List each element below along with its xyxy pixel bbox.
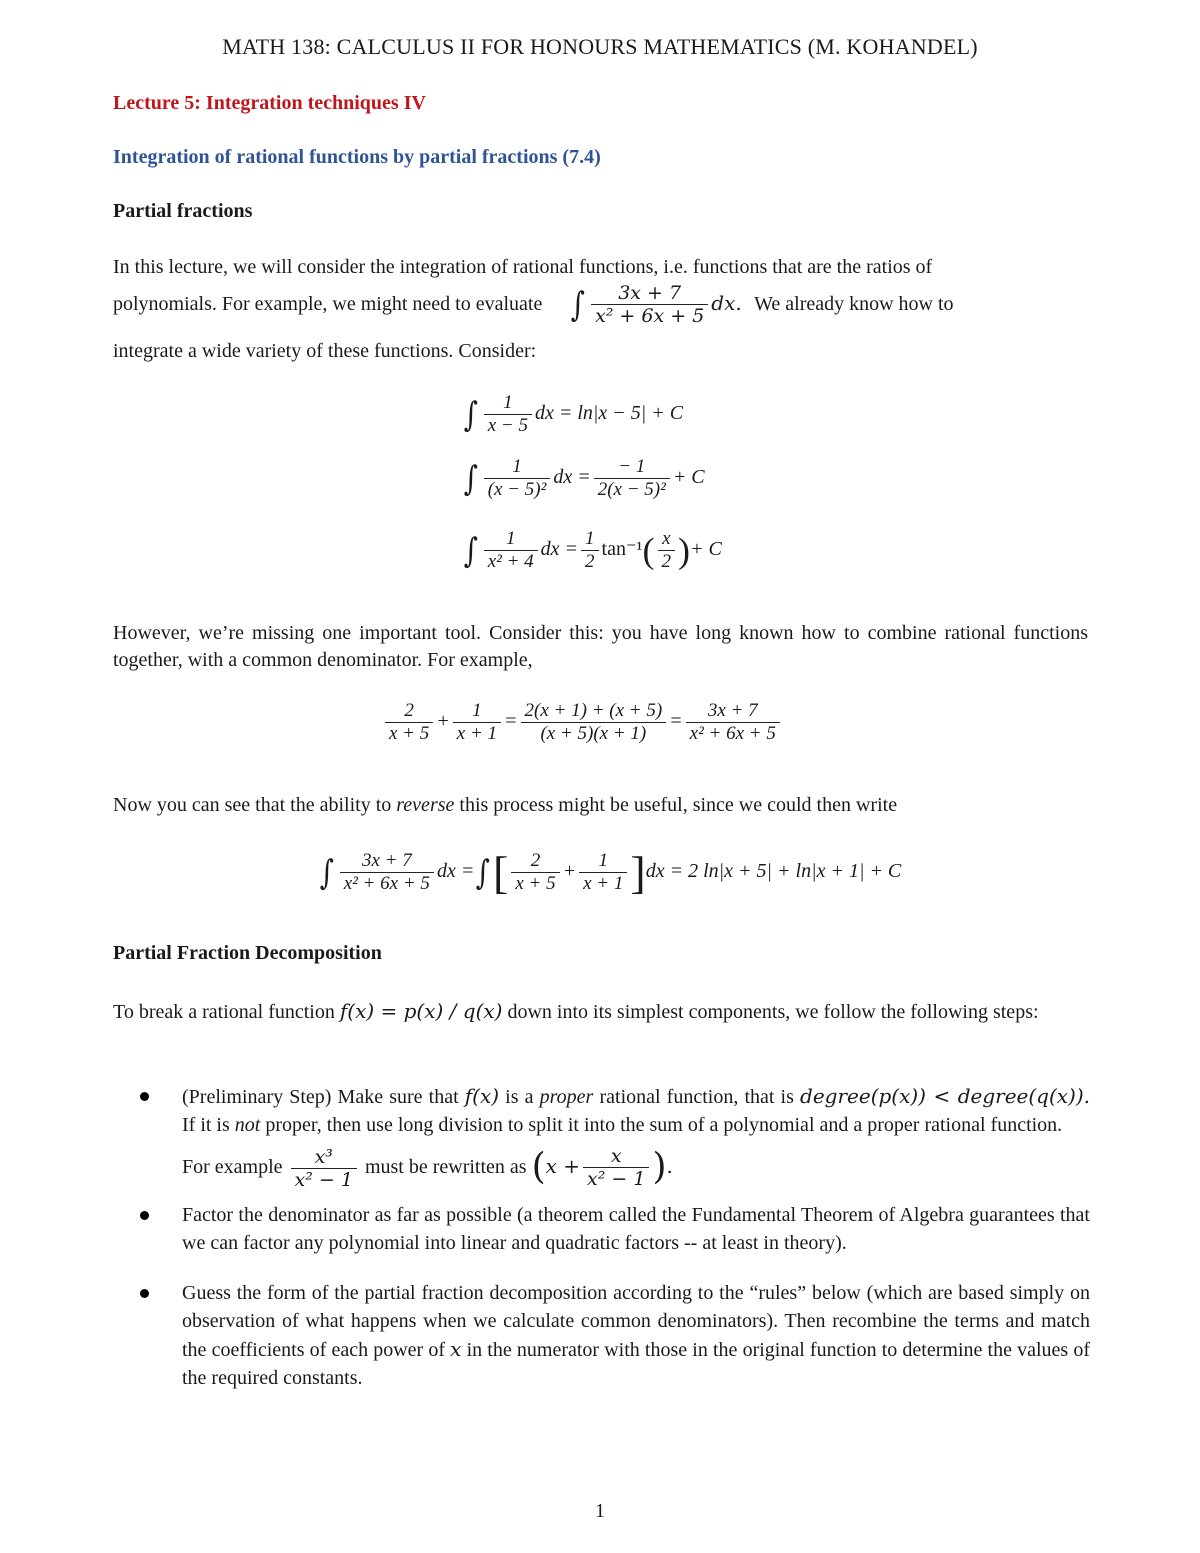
bullet-dot <box>140 1092 149 1101</box>
intro-line-1: In this lecture, we will consider the integration of rational functions, i.e. functions that are the ratios of <box>113 256 933 278</box>
pfd-heading: Partial Fraction Decomposition <box>113 942 382 964</box>
step-guess-form: Guess the form of the partial fraction decomposition according to the “rules” below (which are based simply on observation of what happens when we calculate common denominators). Then recombine the terms and match the coefficients of each power of x in the numerator with those in the original function to determine the values of the required constants. <box>140 1279 1090 1392</box>
steps-list <box>140 1082 1090 1392</box>
section-title: Integration of rational functions by partial fractions (7.4) <box>113 146 601 168</box>
bullet-dot <box>140 1211 149 1220</box>
step-factor: Factor the denominator as far as possible (a theorem called the Fundamental Theorem of Algebra guarantees that we can factor any polynomial into linear and quadratic factors -- at least in theory). <box>140 1201 1090 1257</box>
now-paragraph: Now you can see that the ability to reverse this process might be useful, since we could then write <box>113 794 898 816</box>
intro-line-3: integrate a wide variety of these functions. Consider: <box>113 340 537 362</box>
example-integral-1: ∫ $\frac{1}{x - 5}$ dx = ln|x − 5| + C <box>463 392 684 436</box>
however-paragraph: However, we’re missing one important tool. Consider this: you have long known how to combine rational functions together, with a common denominator. For example, <box>113 622 1088 671</box>
lecture-title: Lecture 5: Integration techniques IV <box>113 92 426 114</box>
step-preliminary-example: For example $\frac{\text{x³}}{\text{x² − 1}}$ must be rewritten as (x + $\frac{x}{\text{x² − 1}}$ ). <box>182 1145 673 1191</box>
example-integral-3: ∫ $\frac{1}{\text{x² + 4}}$ dx = $\frac{1}{2}$ tan⁻¹( $\frac{x}{2}$ )+ C <box>463 528 722 572</box>
example-integral-2: ∫ $\frac{1}{\text{(x − 5)²}}$ dx = $\frac{- 1}{\text{2(x − 5)²}}$ + C <box>463 456 705 500</box>
step-preliminary: (Preliminary Step) Make sure that f(x) is a proper rational function, that is degree(p(x)) < degree(q(x)). If it is not proper, then use long division to split it into the sum of a polynomial and a proper rational function. For example $\frac{\text{x³}}{\text{x² − 1}}$ must be rewritten as (x + $\frac{x}{\text{x² − 1}}$ ). <box>140 1082 1090 1191</box>
reverse-emphasis: reverse <box>396 794 455 816</box>
intro-line-2: polynomials. For example, we might need to evaluate ∫ $\frac{3x + 7}{\text{x² + 6x + 5}}$ dx. We already know how to <box>113 282 954 327</box>
pfd-intro: To break a rational function f(x) = p(x) / q(x) down into its simplest components, we follow the following steps: <box>113 999 1039 1023</box>
bullet-dot <box>140 1289 149 1298</box>
intro-integral: ∫ $\frac{3x + 7}{\text{x² + 6x + 5}}$ dx. <box>571 282 742 327</box>
course-header: MATH 138: CALCULUS II FOR HONOURS MATHEMATICS (M. KOHANDEL) <box>222 34 978 59</box>
reverse-equation: ∫ $\frac{3x + 7}{\text{x² + 6x + 5}}$ dx =∫[ $\frac{2}{x + 5}$ + $\frac{1}{x + 1}$ ]dx = 2 ln|x + 5| + ln|x + 1| + C <box>319 847 902 898</box>
page-number: 1 <box>595 1500 605 1522</box>
partial-fractions-heading: Partial fractions <box>113 200 253 222</box>
combine-equation: $\frac{2}{x + 5}$ + $\frac{1}{x + 1}$ = $\frac{2(x + 1) + (x + 5)}{(x + 5)(x + 1)}$ = $\frac{3x + 7}{\text{x² + 6x + 5}}$ <box>382 700 783 745</box>
